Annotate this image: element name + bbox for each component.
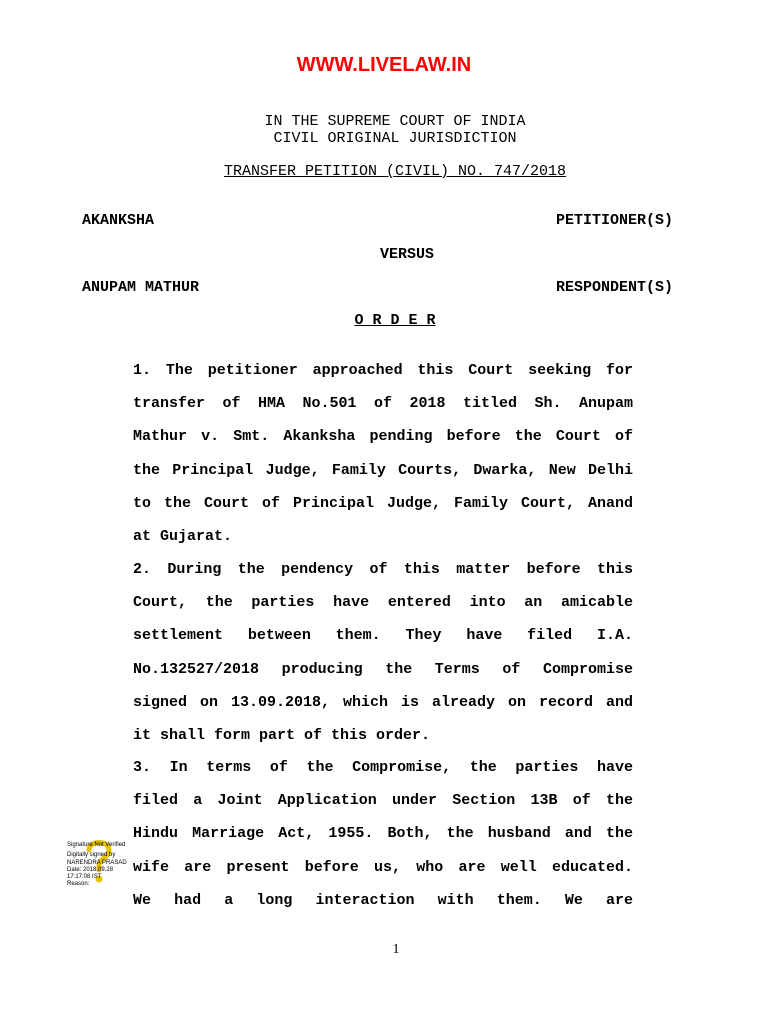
paragraph-line: Court, the parties have entered into an amicable <box>133 594 633 612</box>
signature-signer: NARENDRA PRASAD <box>67 859 127 866</box>
petitioner-name: AKANKSHA <box>82 212 155 229</box>
signature-signed-by: Digitally signed by <box>67 852 116 859</box>
paragraph-line: filed a Joint Application under Section 13B of the <box>133 792 633 810</box>
order-heading <box>0 312 768 329</box>
case-title-text: TRANSFER PETITION (CIVIL) NO. 747/2018 <box>223 163 567 180</box>
paragraph-line: Mathur v. Smt. Akanksha pending before the Court of <box>133 428 633 446</box>
paragraph-line: to the Court of Principal Judge, Family Court, Anand <box>133 494 633 512</box>
court-jurisdiction: CIVIL ORIGINAL JURISDICTION <box>273 130 517 147</box>
page-number: 1 <box>392 942 400 957</box>
order-paragraph-2 <box>133 553 633 752</box>
signature-reason: Reason: <box>67 881 90 888</box>
paragraph-line: signed on 13.09.2018, which is already on record and <box>133 693 633 711</box>
paragraph-line: transfer of HMA No.501 of 2018 titled Sh. Anupam <box>133 395 633 413</box>
paragraph-line: We had a long interaction with them. We are <box>133 891 633 909</box>
court-name: IN THE SUPREME COURT OF INDIA <box>264 113 526 130</box>
paragraph-line: 3. In terms of the Compromise, the parties have <box>133 759 633 776</box>
paragraph-line: wife are present before us, who are well educated. <box>133 858 633 876</box>
petitioner-role: PETITIONER(S) <box>556 212 674 229</box>
digital-signature-block <box>67 842 127 889</box>
signature-time: 17:17:08 IST <box>67 874 102 881</box>
case-title <box>0 163 768 180</box>
respondent-name: ANUPAM MATHUR <box>82 279 200 296</box>
paragraph-line: Hindu Marriage Act, 1955. Both, the husband and the <box>133 825 633 843</box>
order-paragraph-3 <box>133 751 633 917</box>
order-paragraph-1 <box>133 354 633 553</box>
paragraph-line: it shall form part of this order. <box>133 726 431 744</box>
signature-status: Signature Not Verified <box>67 842 126 848</box>
paragraph-line: 1. The petitioner approached this Court seeking for <box>133 362 633 379</box>
versus-label: VERSUS <box>379 246 434 263</box>
respondent-role: RESPONDENT(S) <box>556 279 674 296</box>
paragraph-line: the Principal Judge, Family Courts, Dwarka, New Delhi <box>133 461 633 479</box>
paragraph-line: 2. During the pendency of this matter before this <box>133 561 633 578</box>
signature-date: Date: 2018.09.28 <box>67 866 114 873</box>
paragraph-line: No.132527/2018 producing the Terms of Compromise <box>133 660 633 678</box>
livelaw-watermark: WWW.LIVELAW.IN <box>296 54 472 76</box>
paragraph-line: at Gujarat. <box>133 527 233 545</box>
paragraph-line: settlement between them. They have filed I.A. <box>133 627 633 645</box>
order-heading-text: O R D E R <box>354 312 436 329</box>
